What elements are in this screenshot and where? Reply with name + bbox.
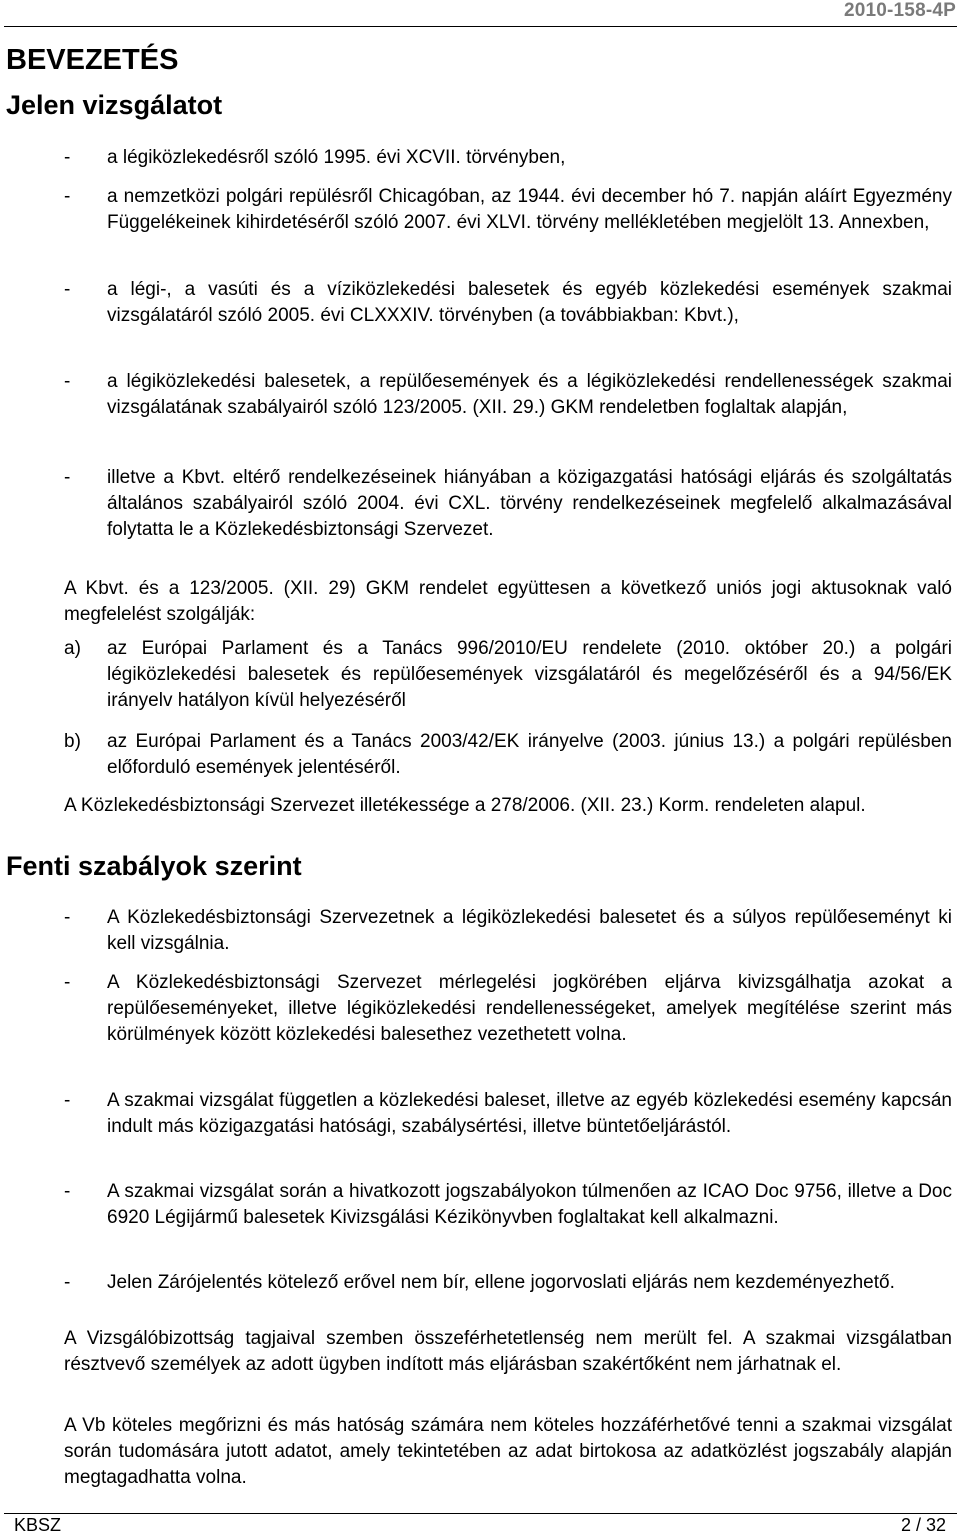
list-marker: - — [64, 1181, 71, 1202]
legal-basis-item — [64, 277, 952, 329]
list-item-text: a légiközlekedési balesetek, a repülőesemények és a légiközlekedési rendellenességek szakmai vizsgálatának szabályairól szóló 123/2005. (XII. 29.) GKM rendeletben foglaltak alapján, — [107, 371, 952, 418]
page-number: 2 / 32 — [900, 1515, 946, 1535]
section-title-intro: BEVEZETÉS — [6, 44, 179, 76]
rule-item — [64, 1270, 952, 1296]
list-marker: b) — [64, 731, 81, 752]
list-marker: - — [64, 1090, 71, 1111]
legal-basis-item — [64, 184, 952, 236]
list-marker: - — [64, 1272, 71, 1293]
rule-item — [64, 1179, 952, 1231]
list-item-text: illetve a Kbvt. eltérő rendelkezéseinek hiányában a közigazgatási hatósági eljárás és szolgáltatás általános szabályairól szóló 2004. évi CXL. törvény rendelkezéseinek megfelelő alkalmazásával folytatta le a Közlekedésbiztonsági Szervezet. — [107, 467, 952, 540]
list-item-text: a nemzetközi polgári repülésről Chicagóban, az 1944. évi december hó 7. napján aláírt Egyezmény Függelékeinek kihirdetéséről szóló 2007. évi XLVI. törvény mellékletében megjelölt 13. Annexben, — [107, 186, 952, 233]
confidentiality-paragraph: A Vb köteles megőrizni és más hatóság számára nem köteles hozzáférhetővé tenni a szakmai vizsgálat során tudomására jutott adatot, amely tekintetében az adat birtokosa az adatközlést jogszabály alapján megtagadhatta volna. — [64, 1415, 952, 1488]
list-item-text: az Európai Parlament és a Tanács 2003/42/EK irányelve (2003. június 13.) a polgári repülésben előforduló események jelentéséről. — [107, 731, 952, 778]
list-marker: - — [64, 371, 71, 392]
rule-item — [64, 905, 952, 957]
list-item-text: A Közlekedésbiztonsági Szervezetnek a légiközlekedési balesetet és a súlyos repülőeseményt ki kell vizsgálnia. — [107, 907, 952, 954]
eu-act-item — [64, 636, 952, 714]
rule-item — [64, 970, 952, 1048]
section-subtitle-rules: Fenti szabályok szerint — [6, 851, 302, 881]
header-rule — [4, 26, 957, 27]
list-item-text: A Közlekedésbiztonsági Szervezet mérlegelési jogkörében eljárva kivizsgálhatja azokat a repülőeseményeket, illetve légiközlekedési rendellenességeket, amelyek megítélése szerint más körülmények között közlekedési balesethez vezethetett volna. — [107, 972, 952, 1045]
footer-rule — [4, 1513, 957, 1514]
footer-organization: KBSZ — [14, 1515, 62, 1535]
legal-basis-item — [64, 369, 952, 421]
rule-item — [64, 1088, 952, 1140]
legal-basis-item — [64, 465, 952, 543]
list-item-text: a légi-, a vasúti és a víziközlekedési balesetek és egyéb közlekedési események szakmai vizsgálatáról szóló 2005. évi CLXXXIV. törvényben (a továbbiakban: Kbvt.), — [107, 279, 952, 326]
list-item-text: A szakmai vizsgálat során a hivatkozott jogszabályokon túlmenően az ICAO Doc 9756, illetve a Doc 6920 Légijármű balesetek Kivizsgálási Kézikönyvben foglaltakat kell alkalmazni. — [107, 1181, 952, 1228]
competence-paragraph: A Közlekedésbiztonsági Szervezet illetékessége a 278/2006. (XII. 23.) Korm. rendeleten alapul. — [64, 795, 866, 816]
section-subtitle-current-investigation: Jelen vizsgálatot — [6, 90, 223, 120]
eu-act-item — [64, 729, 952, 781]
list-item-text: az Európai Parlament és a Tanács 996/2010/EU rendelete (2010. október 20.) a polgári légiközlekedési balesetek és repülőesemények vizsgálatáról és megelőzéséről és a 94/56/EK irányelv hatályon kívül helyezéséről — [107, 638, 952, 711]
list-item-text: Jelen Zárójelentés kötelező erővel nem bír, ellene jogorvoslati eljárás nem kezdeményezhető. — [107, 1272, 895, 1293]
list-item-text: A szakmai vizsgálat független a közlekedési baleset, illetve az egyéb közlekedési esemény kapcsán indult más közigazgatási hatósági, szabálysértési, illetve büntetőeljárástól. — [107, 1090, 952, 1137]
list-marker: - — [64, 907, 71, 928]
document-code: 2010-158-4P — [843, 0, 956, 21]
list-marker: - — [64, 186, 71, 207]
list-marker: - — [64, 467, 71, 488]
list-marker: a) — [64, 638, 81, 659]
list-marker: - — [64, 972, 71, 993]
committee-paragraph: A Vizsgálóbizottság tagjaival szemben összeférhetetlenség nem merült fel. A szakmai vizsgálatban résztvevő személyek az adott ügyben indított más eljárásban szakértőként nem járhatnak el. — [64, 1328, 952, 1375]
legal-basis-item — [64, 145, 952, 171]
list-marker: - — [64, 279, 71, 300]
list-marker: - — [64, 147, 71, 168]
list-item-text: a légiközlekedésről szóló 1995. évi XCVII. törvényben, — [107, 147, 566, 168]
eu-acts-intro: A Kbvt. és a 123/2005. (XII. 29) GKM rendelet együttesen a következő uniós jogi aktusoknak való megfelelést szolgálják: — [64, 578, 952, 625]
